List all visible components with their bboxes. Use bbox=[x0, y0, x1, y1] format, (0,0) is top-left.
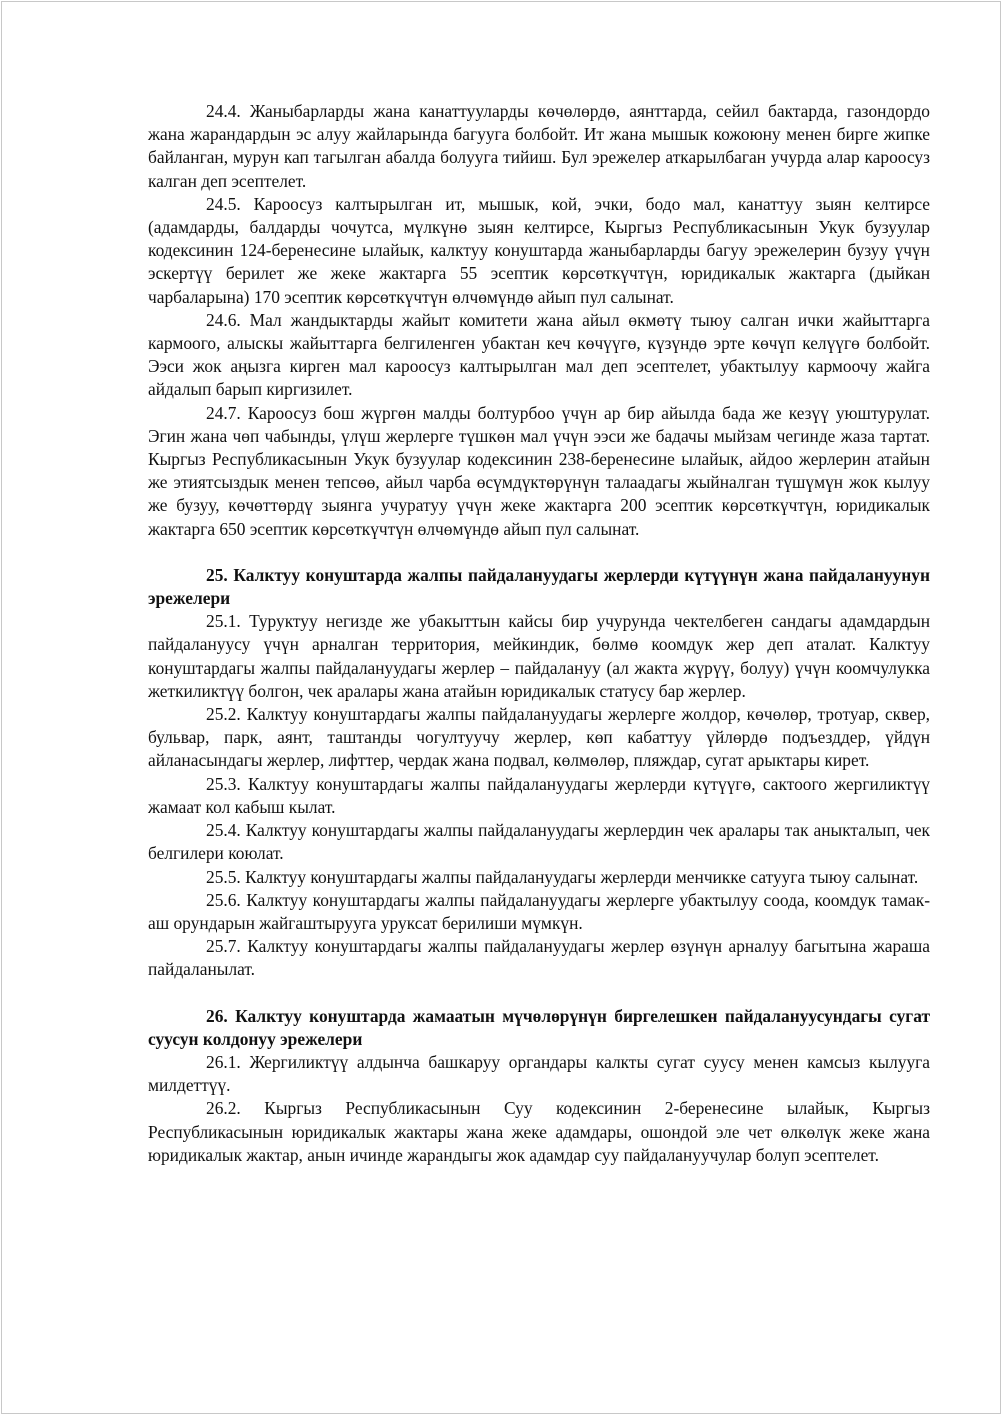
paragraph-24-4: 24.4. Жаныбарларды жана канаттууларды көчөлөрдө, аянттарда, сейил бактарда, газондордо жана жарандардын эс алуу жайларында багууга болбойт. Ит жана мышык кожоюну менен бирге жипке байланган, мурун кап тагылган абалда болууга тийиш. Бул эрежелер аткарылбаган учурда алар кароосуз калган деп эсептелет. bbox=[148, 101, 930, 191]
section-26-heading: 26. Калктуу конуштарда жамаатын мүчөлөрүнүн биргелешкен пайдалануусундагы сугат суусун колдонуу эрежелери bbox=[148, 1005, 930, 1049]
paragraph-26-1: 26.1. Жергиликтүү алдынча башкаруу органдары калкты сугат суусу менен камсыз кылууга милдеттүү. bbox=[148, 1051, 930, 1096]
paragraph-26-2: 26.2. Кыргыз Республикасынын Суу кодексинин 2-беренесине ылайык, Кыргыз Республикасынын юридикалык жактары жана жеке адамдары, ошондой эле чет өлкөлүк жеке жана юридикалык жактар, анын ичинде жарандыгы жок адамдар суу пайдалануучулар болуп эсептелет. bbox=[148, 1098, 930, 1165]
paragraph-24-5: 24.5. Кароосуз калтырылган ит, мышык, кой, эчки, бодо мал, канаттуу зыян келтирсе (адамдарды, балдарды чочутса, мүлкүнө зыян келтирсе, Кыргыз Республикасынын Укук бузуулар кодексинин 124-беренесине ылайык, калктуу конуштарда жаныбарларды багуу эрежелерин бузуу үчүн эскертүү берилет же жеке жактарга 55 эсептик көрсөткүчтүн, юридикалык жактарга (дыйкан чарбаларына) 170 эсептик көрсөткүчтүн өлчөмүндө айып пул салынат. bbox=[148, 193, 930, 307]
section-25-heading: 25. Калктуу конуштарда жалпы пайдалануудагы жерлерди күтүүнүн жана пайдалануунун эрежелери bbox=[148, 564, 930, 609]
paragraph-25-1: 25.1. Туруктуу негизде же убакыттын кайсы бир учурунда чектелбеген сандагы адамдардын пайдалануусу үчүн арналган территория, мейкиндик, бөлмө коомдук жер деп аталат. Калктуу конуштардагы жалпы пайдалануудагы жерлер – пайдалануу (ал жакта жүрүү, болуу) үчүн коомчулукка жеткиликтүү болгон, чек аралары жана атайын юридикалык статусу бар жерлер. bbox=[148, 611, 930, 701]
section-spacer bbox=[148, 541, 930, 564]
paragraph-24-7: 24.7. Кароосуз бош жүргөн малды болтурбоо үчүн ар бир айылда бада же кезүү уюштурулат. Эгин жана чөп чабынды, үлүш жерлерге түшкөн мал үчүн ээси же бадачы мыйзам чегинде жаза тартат. Кыргыз Республикасынын Укук бузуулар кодексинин 238-беренесине ылайык, айдоо жерлерин атайын же этиятсыздык менен тепсөө, айыл чарба өсүмдүктөрүнүн талаадагы жыйналган түшүмүн жок кылуу же бузуу, көчөттөрдү зыянга учуратуу үчүн жеке жактарга 200 эсептик көрсөткүчтүн, юридикалык жактарга 650 эсептик көрсөткүчтүн өлчөмүндө айып пул салынат. bbox=[148, 402, 930, 539]
document-body bbox=[148, 100, 930, 1167]
paragraph-25-4: 25.4. Калктуу конуштардагы жалпы пайдалануудагы жерлердин чек аралары так аныкталып, чек белгилери коюлат. bbox=[148, 820, 930, 864]
document-page bbox=[1, 1, 1001, 1414]
paragraph-25-2: 25.2. Калктуу конуштардагы жалпы пайдалануудагы жерлерге жолдор, көчөлөр, тротуар, сквер, бульвар, парк, аянт, таштанды чогултуучу жерлер, көп кабаттуу үйлөрдө подъезддер, үйдүн айланасындагы жерлер, лифттер, чердак жана подвал, көлмөлөр, пляждар, сугат арыктары кирет. bbox=[148, 704, 930, 771]
paragraph-25-5: 25.5. Калктуу конуштардагы жалпы пайдалануудагы жерлерди менчикке сатууга тыюу салынат. bbox=[206, 866, 919, 887]
paragraph-24-6: 24.6. Мал жандыктарды жайыт комитети жана айыл өкмөтү тыюу салган ички жайыттарга кармоого, алыскы жайыттарга белгиленген убактан кеч көчүүгө, күзүндө эрте көчүп келүүгө болбойт. Ээси жок аңызга кирген мал кароосуз калтырылган мал деп эсептелет, убактылуу кармоочу жайга айдалып барып киргизилет. bbox=[148, 309, 930, 400]
section-spacer bbox=[148, 982, 930, 1005]
paragraph-25-3: 25.3. Калктуу конуштардагы жалпы пайдалануудагы жерлерди күтүүгө, сактоого жергиликтүү жамаат кол кабыш кылат. bbox=[148, 773, 930, 817]
paragraph-25-7: 25.7. Калктуу конуштардагы жалпы пайдалануудагы жерлер өзүнүн арналуу багытына жараша пайдаланылат. bbox=[148, 936, 930, 980]
paragraph-25-6: 25.6. Калктуу конуштардагы жалпы пайдалануудагы жерлерге убактылуу соода, коомдук тамак-аш орундарын жайгаштырууга уруксат берилиши мүмкүн. bbox=[148, 889, 930, 933]
